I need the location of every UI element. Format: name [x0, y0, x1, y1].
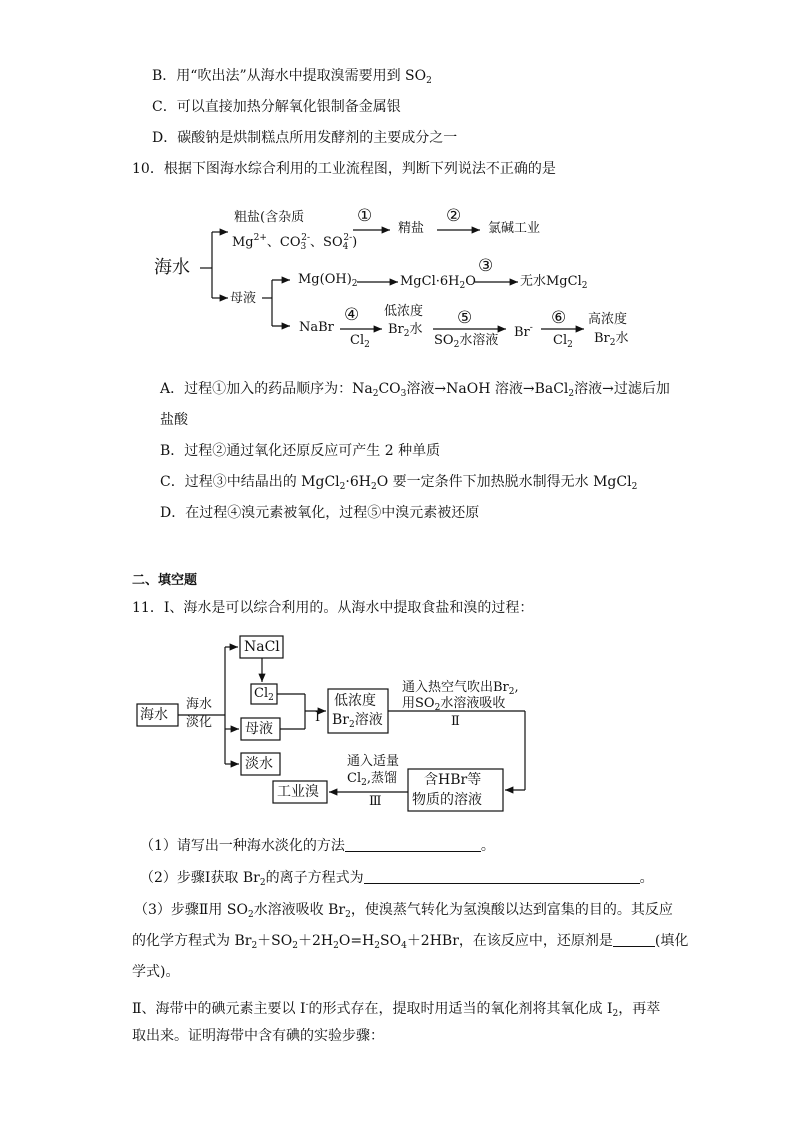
step-1-marker: ①	[357, 206, 373, 226]
step-I-label: Ⅰ	[315, 710, 321, 725]
crude-salt-impurities: $Mg^{2+}$、$CO_3^{2-}$、$SO_4^{2-}$)	[232, 233, 358, 252]
desal-label-2: 淡化	[186, 715, 213, 730]
mgoh2-label: $Mg(OH)_2$	[298, 272, 358, 289]
anhydrous-mgcl2-label: 无水MgCl$_2$	[520, 274, 588, 291]
q10-option-d: D．在过程④溴元素被氧化，过程⑤中溴元素被还原	[160, 505, 480, 521]
step-3-marker: ③	[478, 256, 494, 276]
q11-seawater-box: 海水	[140, 707, 168, 723]
low-conc-box-line1: 低浓度	[334, 693, 376, 709]
high-conc-label: 高浓度	[588, 312, 628, 327]
q9-option-b: B．用“吹出法”从海水中提取溴需要用到 $SO_2$	[152, 68, 432, 86]
bromide-label: Br-	[514, 323, 533, 340]
mgcl2-hydrate-label: $MgCl\cdot 6H_2O$	[400, 274, 476, 291]
blow-label-2: 用$SO_2$水溶液吸收	[402, 696, 506, 713]
mother-box: 母液	[245, 721, 273, 737]
distill-label-2: $Cl_2$,蒸馏	[347, 771, 397, 788]
q11-part-1: （1）请写出一种海水淡化的方法 。	[140, 838, 495, 854]
q10-stem: 10．根据下图海水综合利用的工业流程图，判断下列说法不正确的是	[132, 161, 556, 177]
q10-option-a-cont: 盐酸	[160, 412, 188, 428]
industrial-br-box: 工业溴	[277, 784, 319, 800]
hbr-box-line1: 含HBr等	[424, 772, 482, 788]
q11-stem: 11．Ⅰ、海水是可以综合利用的。从海水中提取食盐和溴的过程：	[132, 600, 534, 616]
q11-part-2: （2）步骤Ⅰ获取 $Br_2$的离子方程式为 。	[140, 870, 654, 888]
hbr-box-line2: 物质的溶液	[412, 792, 482, 808]
nacl-box: NaCl	[244, 639, 280, 655]
crude-salt-label: 粗盐(含杂质	[234, 210, 305, 225]
step-2-marker: ②	[446, 206, 462, 226]
br2-water-low: $Br_2$水	[388, 322, 423, 339]
chlor-alkali-label: 氯碱工业	[488, 221, 541, 236]
fresh-water-box: 淡水	[245, 756, 273, 772]
answer-blank-1[interactable]	[345, 837, 481, 852]
q11-part-3-line1: （3）步骤Ⅱ用 $SO_2$水溶液吸收 $Br_2$，使溴蒸气转化为氢溴酸以达到富集的目的。其反应	[134, 902, 673, 920]
q11-part-II-line1: Ⅱ、海带中的碘元素主要以 I-的形式存在，提取时用适当的氧化剂将其氧化成 $I_2$，再萃	[132, 1000, 661, 1019]
step-6-marker: ⑥	[551, 308, 567, 328]
subscript: 2	[426, 76, 432, 86]
desal-label-1: 海水	[186, 697, 213, 712]
q11-part-3-line2: 的化学方程式为 $Br_2+SO_2+2H_2O=H_2SO_4+2HBr$，在该反应中，还原剂是 (填化	[132, 933, 689, 951]
cl2-box: $Cl_2$	[254, 686, 274, 703]
step-4-marker: ④	[344, 305, 360, 325]
answer-blank-3[interactable]	[613, 932, 655, 947]
section-title: 二、填空题	[132, 573, 198, 588]
q9-option-d: D．碳酸钠是烘制糕点所用发酵剂的主要成分之一	[152, 130, 458, 146]
seawater-label: 海水	[154, 257, 190, 278]
step-II-label: Ⅱ	[451, 714, 460, 729]
so2-solution-reagent: $SO_2$水溶液	[434, 333, 499, 350]
br2-water-high: $Br_2$水	[594, 331, 629, 348]
q10-option-a: A．过程①加入的药品顺序为：$Na_2CO_3$溶液→NaOH 溶液→BaCl$_2$溶液→过滤后加	[160, 381, 670, 399]
answer-blank-2[interactable]	[364, 869, 640, 884]
q10-option-b: B．过程②通过氧化还原反应可产生 2 种单质	[160, 443, 441, 459]
distill-label-1: 通入适量	[347, 754, 400, 769]
q11-part-II-line2: 取出来。证明海带中含有碘的实验步骤：	[132, 1028, 384, 1044]
blow-label-1: 通入热空气吹出$Br_2$,	[402, 680, 519, 697]
refined-salt-label: 精盐	[398, 221, 425, 236]
low-conc-box-line2: $Br_2$溶液	[332, 712, 383, 730]
mother-liquor-label: 母液	[230, 291, 257, 306]
q11-part-3-line3: 学式)。	[132, 964, 180, 980]
low-conc-label: 低浓度	[384, 304, 424, 319]
cl2-reagent-4: $Cl_2$	[350, 333, 370, 350]
nabr-label: NaBr	[299, 320, 334, 335]
q9-option-c: C．可以直接加热分解氧化银制备金属银	[152, 99, 401, 115]
step-III-label: Ⅲ	[369, 794, 382, 809]
cl2-reagent-6: $Cl_2$	[553, 333, 573, 350]
step-5-marker: ⑤	[457, 308, 473, 328]
q10-option-c: C．过程③中结晶出的 $MgCl_2\cdot 6H_2O$ 要一定条件下加热脱水制得无水 MgCl$_2$	[160, 474, 638, 492]
